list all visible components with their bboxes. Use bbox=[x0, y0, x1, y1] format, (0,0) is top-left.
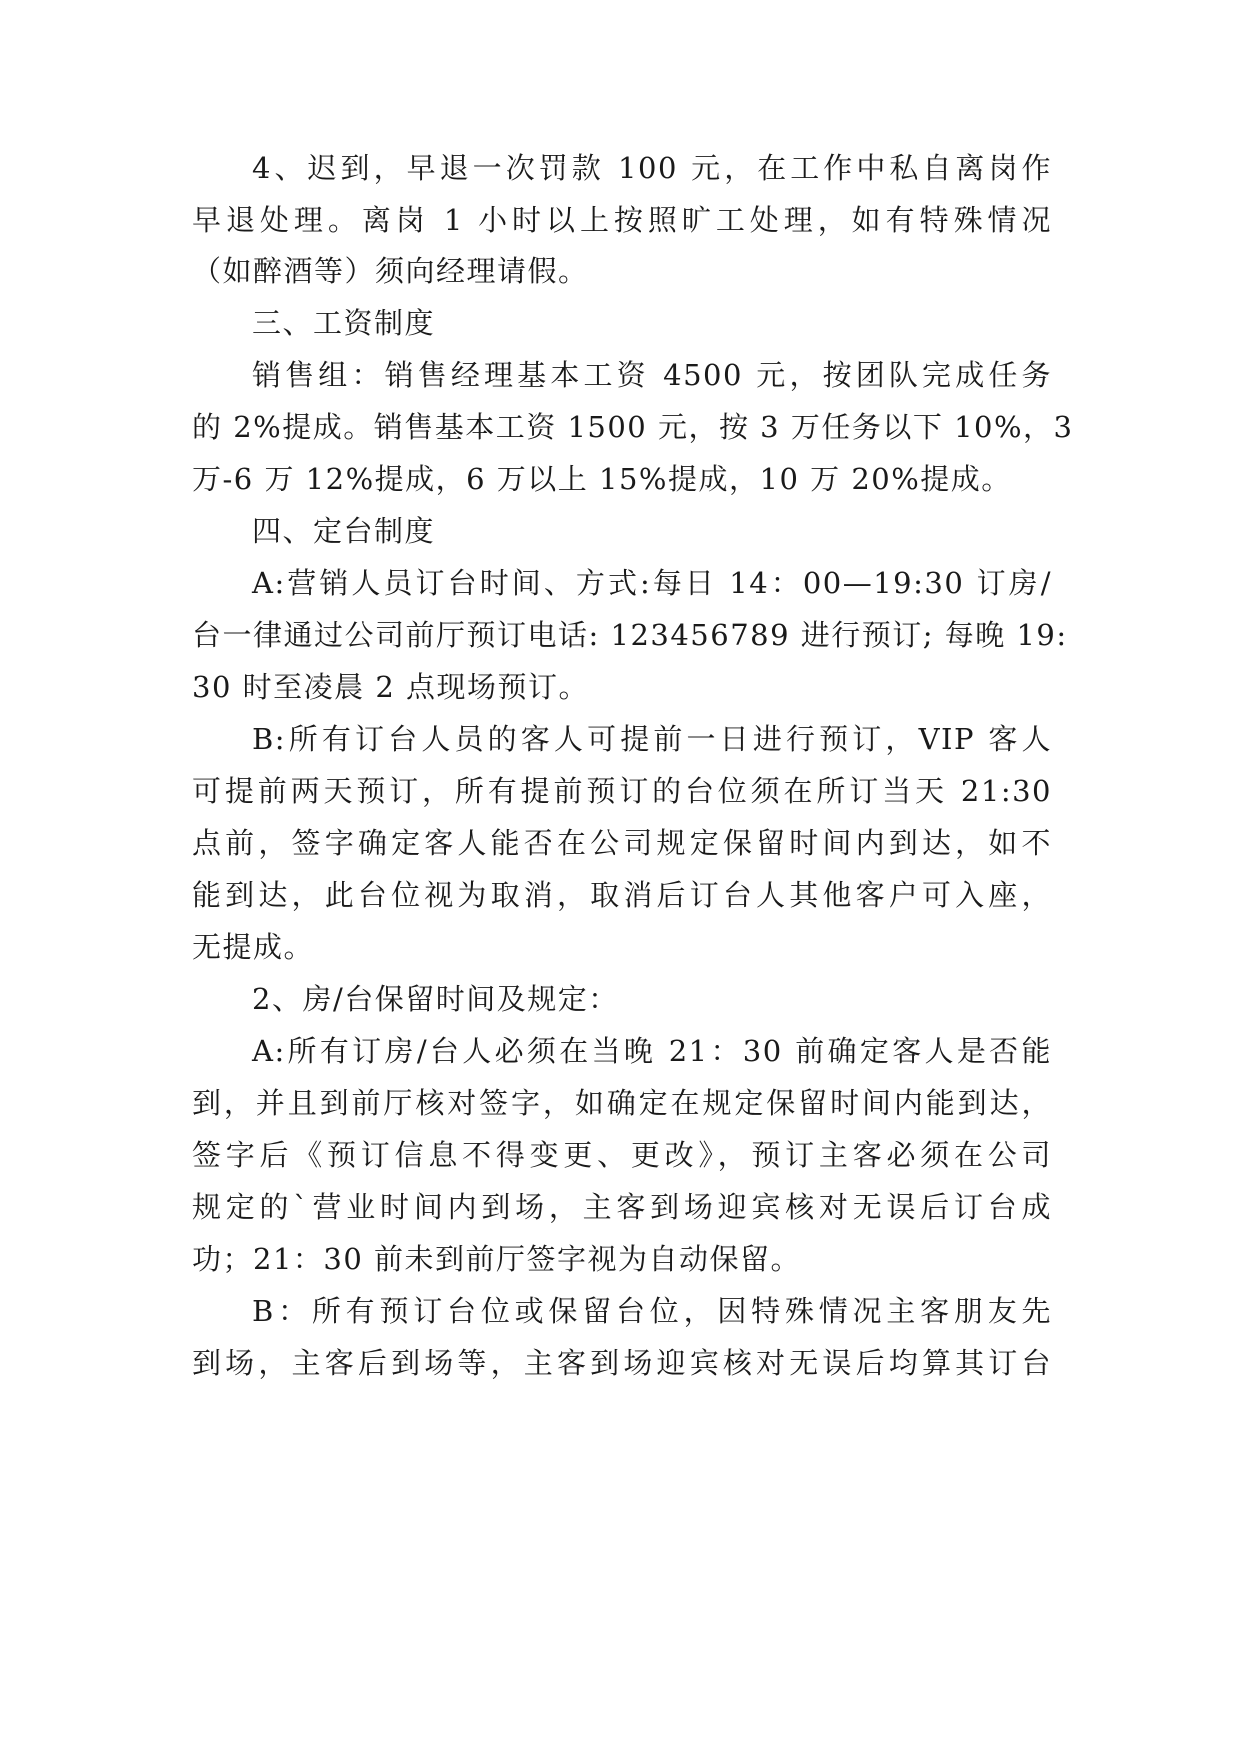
paragraph-line-sales-group: 销售组：销售经理基本工资 4500 元，按团队完成任务 bbox=[252, 358, 1052, 392]
paragraph-line: 早退处理。离岗 1 小时以上按照旷工处理，如有特殊情况 bbox=[192, 203, 1052, 237]
paragraph-line: 规定的`营业时间内到场，主客到场迎宾核对无误后订台成 bbox=[192, 1190, 1052, 1224]
section-heading-booking: 四、定台制度 bbox=[252, 514, 436, 548]
paragraph-line-booking-b: B:所有订台人员的客人可提前一日进行预订，VIP 客人 bbox=[252, 722, 1052, 756]
paragraph-line: 30 时至凌晨 2 点现场预订。 bbox=[192, 670, 590, 704]
paragraph-line: 可提前两天预订，所有提前预订的台位须在所订当天 21:30 bbox=[192, 774, 1052, 808]
paragraph-line: 无提成。 bbox=[192, 930, 315, 964]
paragraph-line-booking-a: A:营销人员订台时间、方式:每日 14：00—19:30 订房/ bbox=[252, 566, 1052, 600]
section-heading-reservation-rules: 2、房/台保留时间及规定： bbox=[252, 982, 619, 1016]
paragraph-line: 到，并且到前厅核对签字，如确定在规定保留时间内能到达， bbox=[192, 1086, 1052, 1120]
paragraph-line: 功；21：30 前未到前厅签字视为自动保留。 bbox=[192, 1242, 802, 1276]
paragraph-line-rule-4: 4、迟到，早退一次罚款 100 元，在工作中私自离岗作 bbox=[252, 151, 1052, 185]
paragraph-line: 签字后《预订信息不得变更、更改》，预订主客必须在公司 bbox=[192, 1138, 1052, 1172]
paragraph-line-reservation-b: B：所有预订台位或保留台位，因特殊情况主客朋友先 bbox=[252, 1294, 1052, 1328]
paragraph-line: 台一律通过公司前厅预订电话: 123456789 进行预订; 每晚 19: bbox=[192, 618, 1068, 652]
paragraph-line: 能到达，此台位视为取消，取消后订台人其他客户可入座， bbox=[192, 878, 1052, 912]
paragraph-line-reservation-a: A:所有订房/台人必须在当晚 21：30 前确定客人是否能 bbox=[252, 1034, 1052, 1068]
paragraph-line: 万-6 万 12%提成，6 万以上 15%提成，10 万 20%提成。 bbox=[192, 462, 1012, 496]
paragraph-line: 点前，签字确定客人能否在公司规定保留时间内到达，如不 bbox=[192, 826, 1052, 860]
paragraph-line: 到场，主客后到场等，主客到场迎宾核对无误后均算其订台 bbox=[192, 1346, 1052, 1380]
section-heading-salary: 三、工资制度 bbox=[252, 306, 436, 340]
paragraph-line: （如醉酒等）须向经理请假。 bbox=[192, 254, 589, 288]
paragraph-line: 的 2%提成。销售基本工资 1500 元，按 3 万任务以下 10%，3 bbox=[192, 410, 1074, 444]
